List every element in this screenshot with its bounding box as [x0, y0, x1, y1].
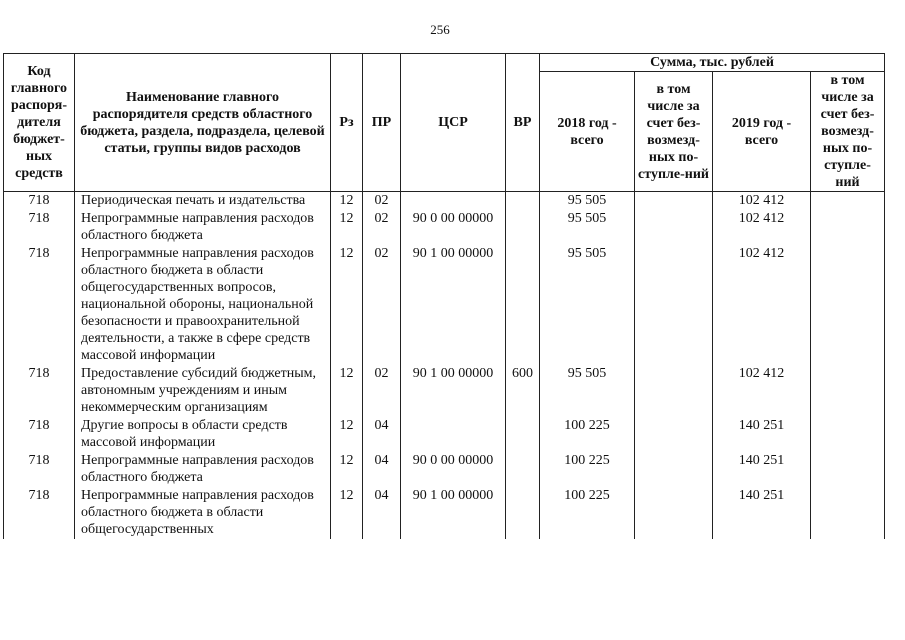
cell-2019-total: 102 412: [713, 365, 811, 417]
cell-2019-total: 140 251: [713, 487, 811, 539]
cell-2018-total: 95 505: [540, 210, 635, 245]
cell-2018-total: 100 225: [540, 487, 635, 539]
cell-2019-total: 140 251: [713, 452, 811, 487]
cell-rz: 12: [331, 245, 363, 365]
cell-vr: [506, 452, 540, 487]
table-row: [4, 210, 885, 245]
cell-csr: 90 1 00 00000: [401, 487, 506, 539]
cell-name: Другие вопросы в области средств массовой информации: [75, 417, 331, 452]
cell-2019-grants: [811, 487, 885, 539]
cell-csr: 90 1 00 00000: [401, 365, 506, 417]
cell-pr: 04: [363, 452, 401, 487]
header-2019-total: 2019 год - всего: [713, 72, 811, 192]
cell-2019-total: 102 412: [713, 192, 811, 211]
header-vr: ВР: [506, 54, 540, 192]
cell-pr: 04: [363, 417, 401, 452]
table-header: [4, 54, 885, 192]
cell-rz: 12: [331, 452, 363, 487]
cell-vr: [506, 210, 540, 245]
cell-csr: [401, 417, 506, 452]
cell-code: 718: [4, 365, 75, 417]
cell-2019-grants: [811, 192, 885, 211]
cell-rz: 12: [331, 192, 363, 211]
cell-code: 718: [4, 417, 75, 452]
cell-csr: 90 0 00 00000: [401, 210, 506, 245]
cell-2019-total: 140 251: [713, 417, 811, 452]
header-code: Код главного распоря-дителя бюджет-ных средств: [4, 54, 75, 192]
cell-vr: [506, 487, 540, 539]
header-name: Наименование главного распорядителя средств областного бюджета, раздела, подраздела, целевой статьи, группы видов расходов: [75, 54, 331, 192]
cell-code: 718: [4, 452, 75, 487]
table-row: [4, 417, 885, 452]
cell-code: 718: [4, 210, 75, 245]
header-2019-grants: в том числе за счет без-возмезд-ных по-ступле-ний: [811, 72, 885, 192]
cell-2018-total: 95 505: [540, 365, 635, 417]
header-pr: ПР: [363, 54, 401, 192]
cell-code: 718: [4, 192, 75, 211]
cell-name: Непрограммные направления расходов областного бюджета в области общегосударственных вопросов, национальной обороны, национальной безопасности и правоохранительной деятельности, а также в сфере средств массовой информации: [75, 245, 331, 365]
table-body: [4, 192, 885, 540]
page-number: 256: [430, 22, 450, 37]
cell-csr: [401, 192, 506, 211]
cell-vr: [506, 245, 540, 365]
table-row: [4, 192, 885, 211]
cell-name: Непрограммные направления расходов областного бюджета в области общегосударственных: [75, 487, 331, 539]
table-row: [4, 487, 885, 539]
cell-vr: [506, 417, 540, 452]
cell-pr: 02: [363, 210, 401, 245]
cell-rz: 12: [331, 417, 363, 452]
cell-2018-grants: [635, 245, 713, 365]
cell-rz: 12: [331, 210, 363, 245]
cell-2018-grants: [635, 417, 713, 452]
cell-name: Периодическая печать и издательства: [75, 192, 331, 211]
cell-2018-grants: [635, 487, 713, 539]
cell-2018-total: 95 505: [540, 192, 635, 211]
table-row: [4, 365, 885, 417]
cell-name: Непрограммные направления расходов областного бюджета: [75, 452, 331, 487]
header-2018-grants: в том числе за счет без-возмезд-ных по-ступле-ний: [635, 72, 713, 192]
cell-2018-total: 100 225: [540, 452, 635, 487]
cell-code: 718: [4, 245, 75, 365]
header-rz: Рз: [331, 54, 363, 192]
cell-pr: 02: [363, 245, 401, 365]
cell-name: Предоставление субсидий бюджетным, автономным учреждениям и иным некоммерческим организациям: [75, 365, 331, 417]
cell-name: Непрограммные направления расходов областного бюджета: [75, 210, 331, 245]
cell-2019-grants: [811, 452, 885, 487]
cell-2019-grants: [811, 210, 885, 245]
cell-2018-grants: [635, 452, 713, 487]
cell-2018-grants: [635, 192, 713, 211]
cell-2019-grants: [811, 365, 885, 417]
cell-vr: 600: [506, 365, 540, 417]
cell-2019-grants: [811, 245, 885, 365]
cell-2019-grants: [811, 417, 885, 452]
header-sum: Сумма, тыс. рублей: [540, 54, 885, 72]
cell-2019-total: 102 412: [713, 245, 811, 365]
table-row: [4, 245, 885, 365]
cell-pr: 04: [363, 487, 401, 539]
cell-2018-grants: [635, 210, 713, 245]
cell-2019-total: 102 412: [713, 210, 811, 245]
cell-rz: 12: [331, 365, 363, 417]
header-2018-total: 2018 год - всего: [540, 72, 635, 192]
cell-2018-grants: [635, 365, 713, 417]
cell-csr: 90 0 00 00000: [401, 452, 506, 487]
cell-2018-total: 95 505: [540, 245, 635, 365]
cell-csr: 90 1 00 00000: [401, 245, 506, 365]
budget-table: [3, 53, 885, 539]
cell-vr: [506, 192, 540, 211]
header-csr: ЦСР: [401, 54, 506, 192]
cell-rz: 12: [331, 487, 363, 539]
cell-pr: 02: [363, 365, 401, 417]
cell-pr: 02: [363, 192, 401, 211]
table-row: [4, 452, 885, 487]
cell-2018-total: 100 225: [540, 417, 635, 452]
cell-code: 718: [4, 487, 75, 539]
